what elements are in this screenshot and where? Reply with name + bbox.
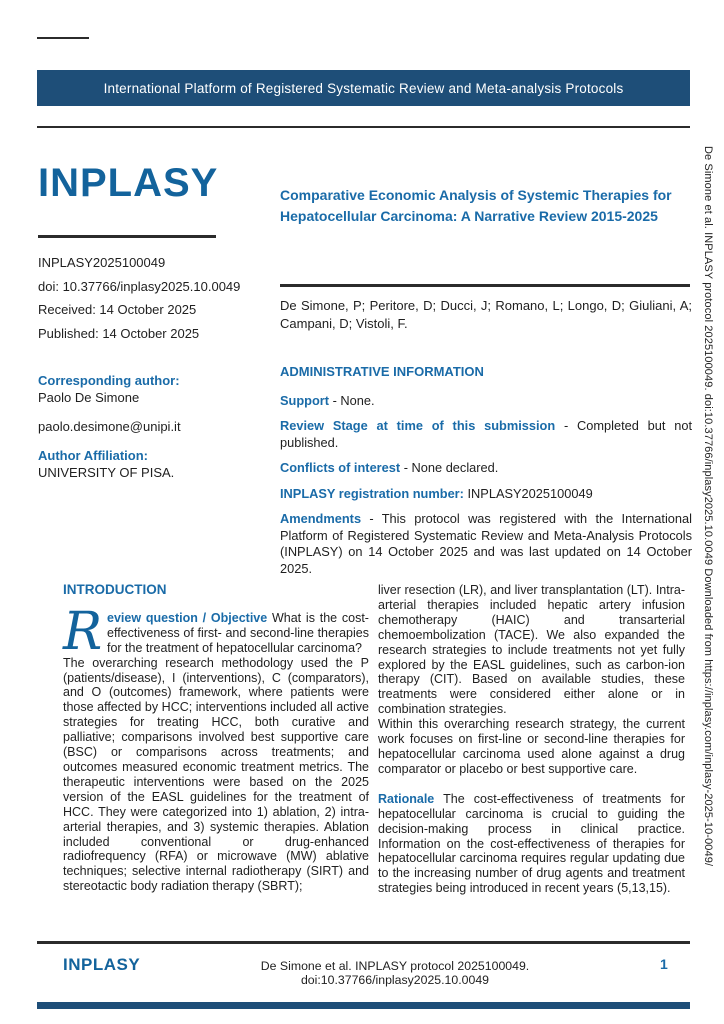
platform-banner-text: International Platform of Registered Systematic Review and Meta-analysis Protocols	[103, 80, 624, 96]
protocol-metadata	[38, 251, 240, 345]
admin-item-amendments: Amendments - This protocol was registered with the International Platform of Registered Systematic Review and Meta-Analysis Protocols (INPLASY) on 14 October 2025 and was last updated on 14 October 2025.	[280, 511, 692, 576]
rationale-label: Rationale	[378, 791, 435, 806]
author-list: De Simone, P; Peritore, D; Ducci, J; Romano, L; Longo, D; Giuliani, A; Campani, D; Vistoli, F.	[280, 298, 692, 331]
footer-citation: De Simone et al. INPLASY protocol 2025100049. doi:10.37766/inplasy2025.10.0049	[260, 959, 530, 987]
author-affiliation	[38, 447, 181, 481]
corresponding-author-label: Corresponding author:	[38, 373, 180, 388]
footer-brand: INPLASY	[63, 955, 141, 974]
corresponding-author	[38, 372, 181, 406]
admin-item-registration-number: INPLASY registration number: INPLASY2025100049	[280, 485, 593, 501]
review-question-paragraph	[63, 601, 369, 662]
author-affiliation-name: UNIVERSITY OF PISA.	[38, 465, 175, 480]
introduction-column-left	[63, 583, 369, 894]
title-divider	[280, 284, 690, 287]
review-question-label: eview question / Objective	[107, 610, 268, 625]
review-question-text: What is the cost-effectiveness of first- and second-line therapies for the treatment of hepatocellular carcinoma?	[107, 610, 369, 655]
methodology-paragraph: The overarching research methodology used the P (patients/disease), I (interventions), C (comparators), and O (outcomes) framework, where patients were those affected by HCC; interventions included all active strategies for treating HCC, both curative and palliative; comparisons involved best supportive care (BSC) or comparisons across treatments; and outcomes measured economic treatment metrics. The therapeutic interventions were based on the 2025 version of the EASL guidelines for the treatment of HCC. They were categorized into 1) ablation, 2) intra-arterial therapies, and 3) systemic therapies. Ablation included conventional or drug-enhanced radiofrequency (RFA) or microwave (MW) ablative techniques; selective internal radiotherapy (SIRT) and stereotactic body radiation therapy (SBRT);	[63, 655, 369, 894]
registration-id: INPLASY2025100049	[38, 255, 166, 270]
banner-divider	[37, 126, 690, 128]
author-affiliation-label: Author Affiliation:	[38, 448, 148, 463]
inplasy-logo: INPLASY	[38, 161, 219, 205]
admin-item-review-stage: Review Stage at time of this submission - Completed but not published.	[280, 418, 692, 450]
therapies-paragraph: liver resection (LR), and liver transplantation (LT). Intra-arterial therapies included hepatic artery infusion chemotherapy (HAIC) and transarterial chemoembolization (TACE). We also expanded the research strategies to include treatments not yet fully explored by the EASL guidelines, such as carbon-ion therapy (CIT). Based on available studies, these treatments were considered either alone or in combination strategies.	[378, 583, 685, 717]
introduction-heading: INTRODUCTION	[63, 582, 167, 597]
strategy-paragraph: Within this overarching research strategy, the current work focuses on first-line or second-line therapies for hepatocellular carcinoma used alone against a drug comparator or placebo or best supportive care.	[378, 717, 685, 776]
footer-divider	[37, 941, 690, 944]
article-title: Comparative Economic Analysis of Systemic Therapies for Hepatocellular Carcinoma: A Narrative Review 2015-2025	[280, 187, 672, 224]
admin-item-conflicts: Conflicts of interest - None declared.	[280, 460, 499, 475]
admin-heading: ADMINISTRATIVE INFORMATION	[280, 364, 484, 379]
received-date: Received: 14 October 2025	[38, 302, 197, 317]
introduction-column-right	[378, 583, 685, 896]
dropcap-letter: R	[63, 601, 103, 662]
corresponding-author-email: paolo.desimone@unipi.it	[38, 419, 181, 434]
doi-line: doi: 10.37766/inplasy2025.10.0049	[38, 278, 241, 294]
admin-item-support: Support - None.	[280, 392, 375, 408]
sidebar-vertical-citation: De Simone et al. INPLASY protocol 2025100049. doi:10.37766/inplasy2025.10.0049 Downloaded from https://inplasy.com/inplasy-2025-10-0049/	[702, 146, 714, 867]
published-date: Published: 14 October 2025	[38, 325, 200, 341]
page-number: 1	[660, 956, 668, 972]
administrative-information	[280, 364, 692, 586]
rationale-text: The cost-effectiveness of treatments for hepatocellular carcinoma is crucial to guiding the decision-making process in clinical practice. Information on the cost-effectiveness of therapies for hepatocellular carcinoma requires regular updating due to the increasing number of drug agents and treatment strategies being introduced in recent years (5,13,15).	[378, 791, 686, 896]
corresponding-author-block	[38, 372, 181, 493]
top-corner-dash	[37, 37, 89, 39]
rationale-paragraph	[378, 792, 685, 896]
platform-banner	[37, 70, 690, 106]
bottom-bar	[37, 1002, 690, 1009]
logo-divider	[38, 235, 216, 238]
corresponding-author-name: Paolo De Simone	[38, 390, 140, 405]
